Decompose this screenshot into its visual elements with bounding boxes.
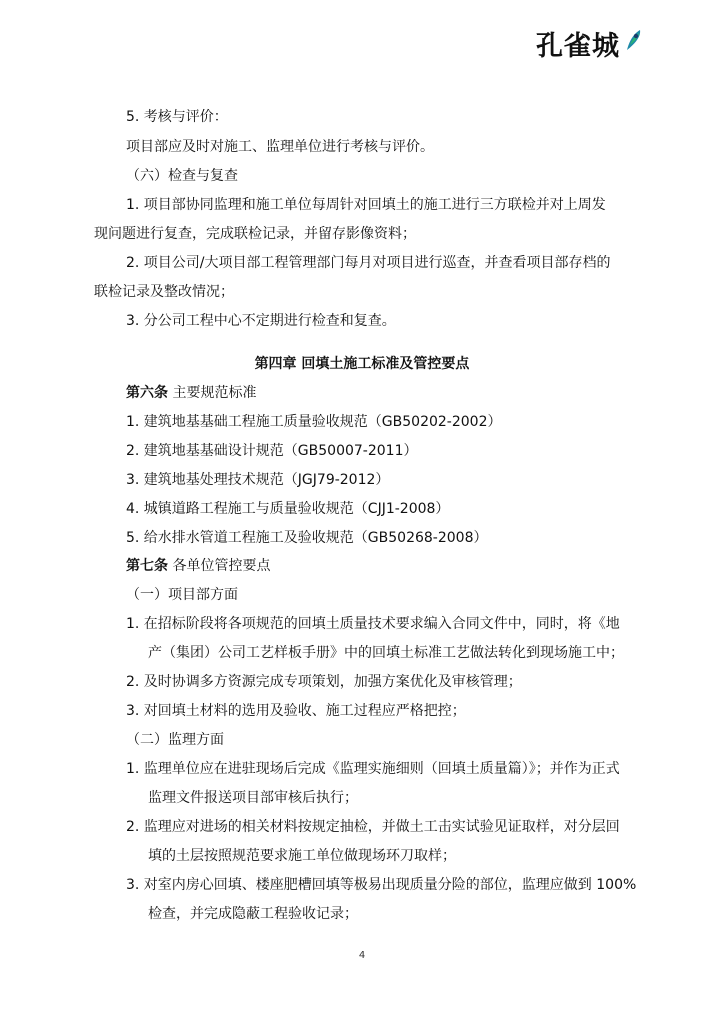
list-item: 3. 建筑地基处理技术规范（JGJ79-2012） <box>126 472 390 488</box>
article-6-heading <box>126 383 630 403</box>
paragraph: 现问题进行复查，完成联检记录，并留存影像资料； <box>94 226 416 242</box>
article-title: 各单位管控要点 <box>172 558 271 574</box>
list-item: 3. 对回填土材料的选用及验收、施工过程应严格把控； <box>126 703 466 719</box>
paragraph: 联检记录及整改情况； <box>94 284 234 300</box>
subsection-heading: （一）项目部方面 <box>126 587 238 603</box>
subsection-heading: （二）监理方面 <box>126 732 224 748</box>
chapter-title: 第四章 回填土施工标准及管控要点 <box>254 356 470 372</box>
article-title: 主要规范标准 <box>172 385 257 401</box>
list-item: 4. 城镇道路工程施工与质量验收规范（CJJ1-2008） <box>126 501 450 517</box>
list-item-continuation: 监理文件报送项目部审核后执行； <box>148 790 358 806</box>
list-item: 5. 给水排水管道工程施工及验收规范（GB50268-2008） <box>126 530 488 546</box>
article-label: 第七条 <box>126 558 168 574</box>
list-item: 1. 监理单位应在进驻现场后完成《监理实施细则（回填土质量篇）》；并作为正式 <box>126 761 620 777</box>
list-item: 1. 在招标阶段将各项规范的回填土质量技术要求编入合同文件中，同时，将《地 <box>126 616 620 632</box>
page-number: 4 <box>358 950 366 961</box>
list-item: 2. 及时协调多方资源完成专项策划，加强方案优化及审核管理； <box>126 674 522 690</box>
article-7-heading <box>126 556 630 576</box>
paragraph: 3. 分公司工程中心不定期进行检查和复查。 <box>126 313 396 329</box>
subsection-heading: （六）检查与复查 <box>126 168 238 184</box>
paragraph: 1. 项目部协同监理和施工单位每周针对回填土的施工进行三方联检并对上周发 <box>126 197 606 213</box>
list-item-continuation: 检查，并完成隐蔽工程验收记录； <box>148 906 358 922</box>
list-item-continuation: 产（集团）公司工艺样板手册》中的回填土标准工艺做法转化到现场施工中； <box>148 645 624 661</box>
article-label: 第六条 <box>126 385 168 401</box>
list-item: 2. 监理应对进场的相关材料按规定抽检，并做土工击实试验见证取样，对分层回 <box>126 819 620 835</box>
paragraph: 项目部应及时对施工、监理单位进行考核与评价。 <box>126 139 434 155</box>
list-item: 1. 建筑地基基础工程施工质量验收规范（GB50202-2002） <box>126 414 502 430</box>
section-5-heading: 5. 考核与评价： <box>126 109 228 125</box>
list-item: 3. 对室内房心回填、楼座肥槽回填等极易出现质量分险的部位，监理应做到 100% <box>126 877 637 893</box>
list-item: 2. 建筑地基基础设计规范（GB50007-2011） <box>126 443 418 459</box>
list-item-continuation: 填的土层按照规范要求施工单位做现场环刀取样； <box>148 848 456 864</box>
logo-text: 孔雀城 <box>536 31 620 62</box>
paragraph: 2. 项目公司/大项目部工程管理部门每月对项目进行巡查，并查看项目部存档的 <box>126 255 611 271</box>
